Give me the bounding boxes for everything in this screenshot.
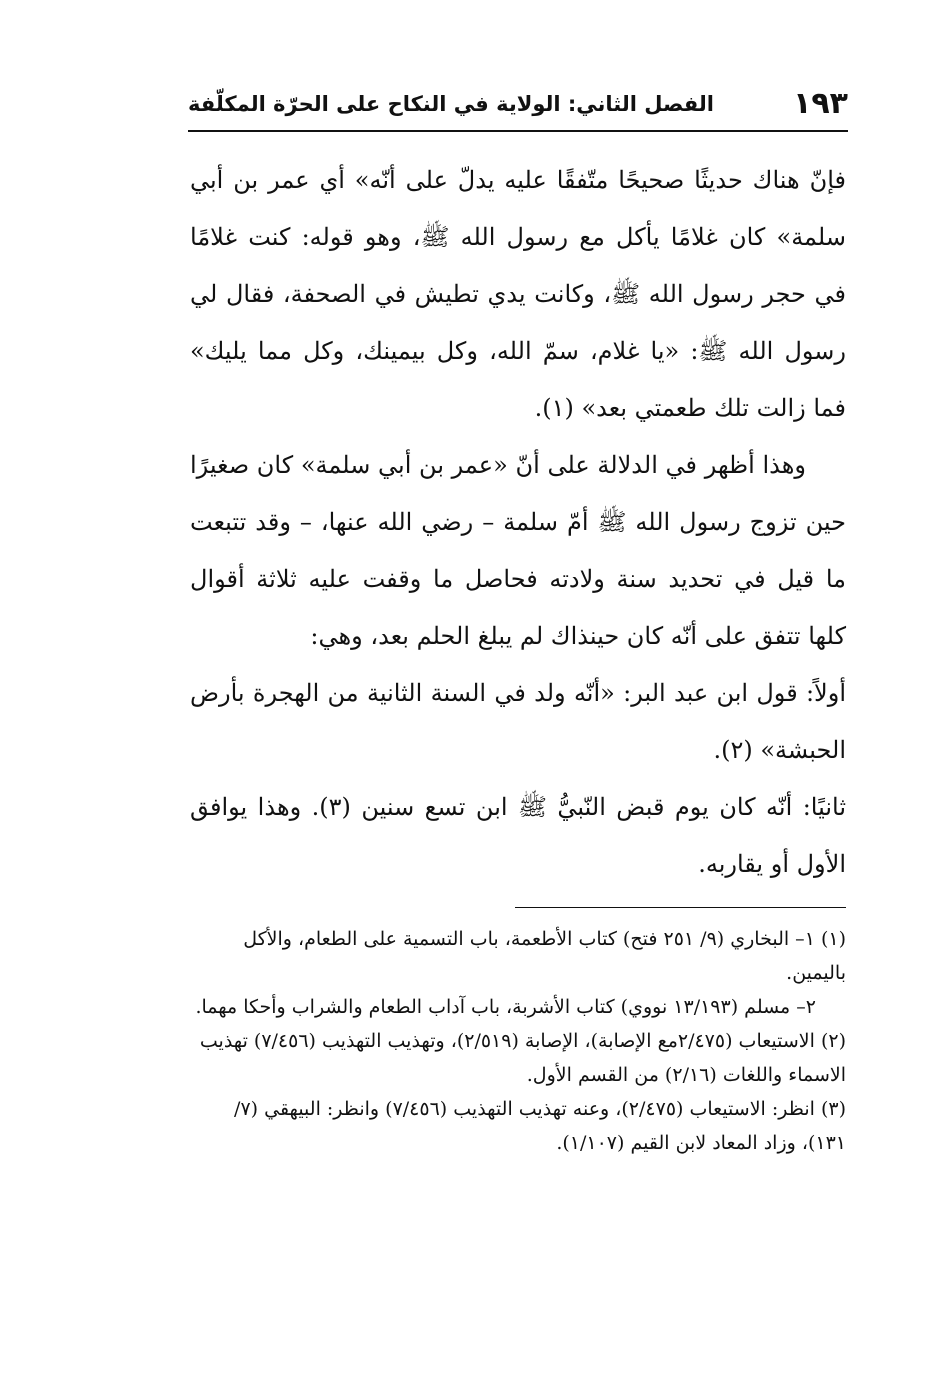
main-text (190, 152, 846, 893)
footnotes (190, 922, 846, 1160)
footnote: ٢– مسلم (١٣/١٩٣ نووي) كتاب الأشربة، باب آداب الطعام والشراب وأحكا مهما. (195, 996, 816, 1018)
header-rule (188, 130, 848, 132)
page-number: ١٩٣ (793, 86, 848, 121)
paragraph: فإنّ هناك حديثًا صحيحًا متّفقًا عليه يدلّ على أنّه» أي عمر بن أبي سلمة» كان غلامًا يأكل مع رسول الله ﷺ، وهو قوله: كنت غلامًا في حجر رسول الله ﷺ، وكانت يدي تطيش في الصحفة، فقال لي رسول الله ﷺ: «يا غلام، سمّ الله، وكل بيمينك، وكل مما يليك» فما زالت تلك طعمتي بعد» (١). (190, 166, 846, 422)
paragraph: ثانيًا: أنّه كان يوم قبض النّبيُّ ﷺ ابن تسع سنين (٣). وهذا يوافق الأول أو يقاربه. (190, 793, 847, 878)
running-head: الفصل الثاني: الولاية في النكاح على الحرّة المكلّفة (188, 92, 714, 116)
footnote: (٣) انظر: الاستيعاب (٢/٤٧٥)، وعنه تهذيب التهذيب (٧/٤٥٦) وانظر: البيهقي (٧/ ١٣١)، وزاد المعاد لابن القيم (١/١٠٧). (234, 1098, 846, 1154)
paragraph: أولاً: قول ابن عبد البر: «أنّه ولد في السنة الثانية من الهجرة بأرض الحبشة» (٢). (190, 679, 846, 764)
paragraph: وهذا أظهر في الدلالة على أنّ «عمر بن أبي سلمة» كان صغيرًا حين تزوج رسول الله ﷺ أمّ سلمة – رضي الله عنها، – وقد تتبعت ما قيل في تحديد سنة ولادته فحاصل ما وقفت عليه ثلاثة أقوال كلها تتفق على أنّه كان حينذاك لم يبلغ الحلم بعد، وهي: (190, 451, 846, 650)
footnote-rule (515, 907, 846, 908)
page-header (188, 86, 848, 126)
footnote: (١) ١– البخاري (٩/ ٢٥١ فتح) كتاب الأطعمة، باب التسمية على الطعام، والأكل باليمين. (243, 928, 846, 984)
footnote: (٢) الاستيعاب (٢/٤٧٥مع الإصابة)، الإصابة (٢/٥١٩)، وتهذيب التهذيب (٧/٤٥٦) تهذيب الاسماء واللغات (٢/١٦) من القسم الأول. (199, 1030, 846, 1086)
